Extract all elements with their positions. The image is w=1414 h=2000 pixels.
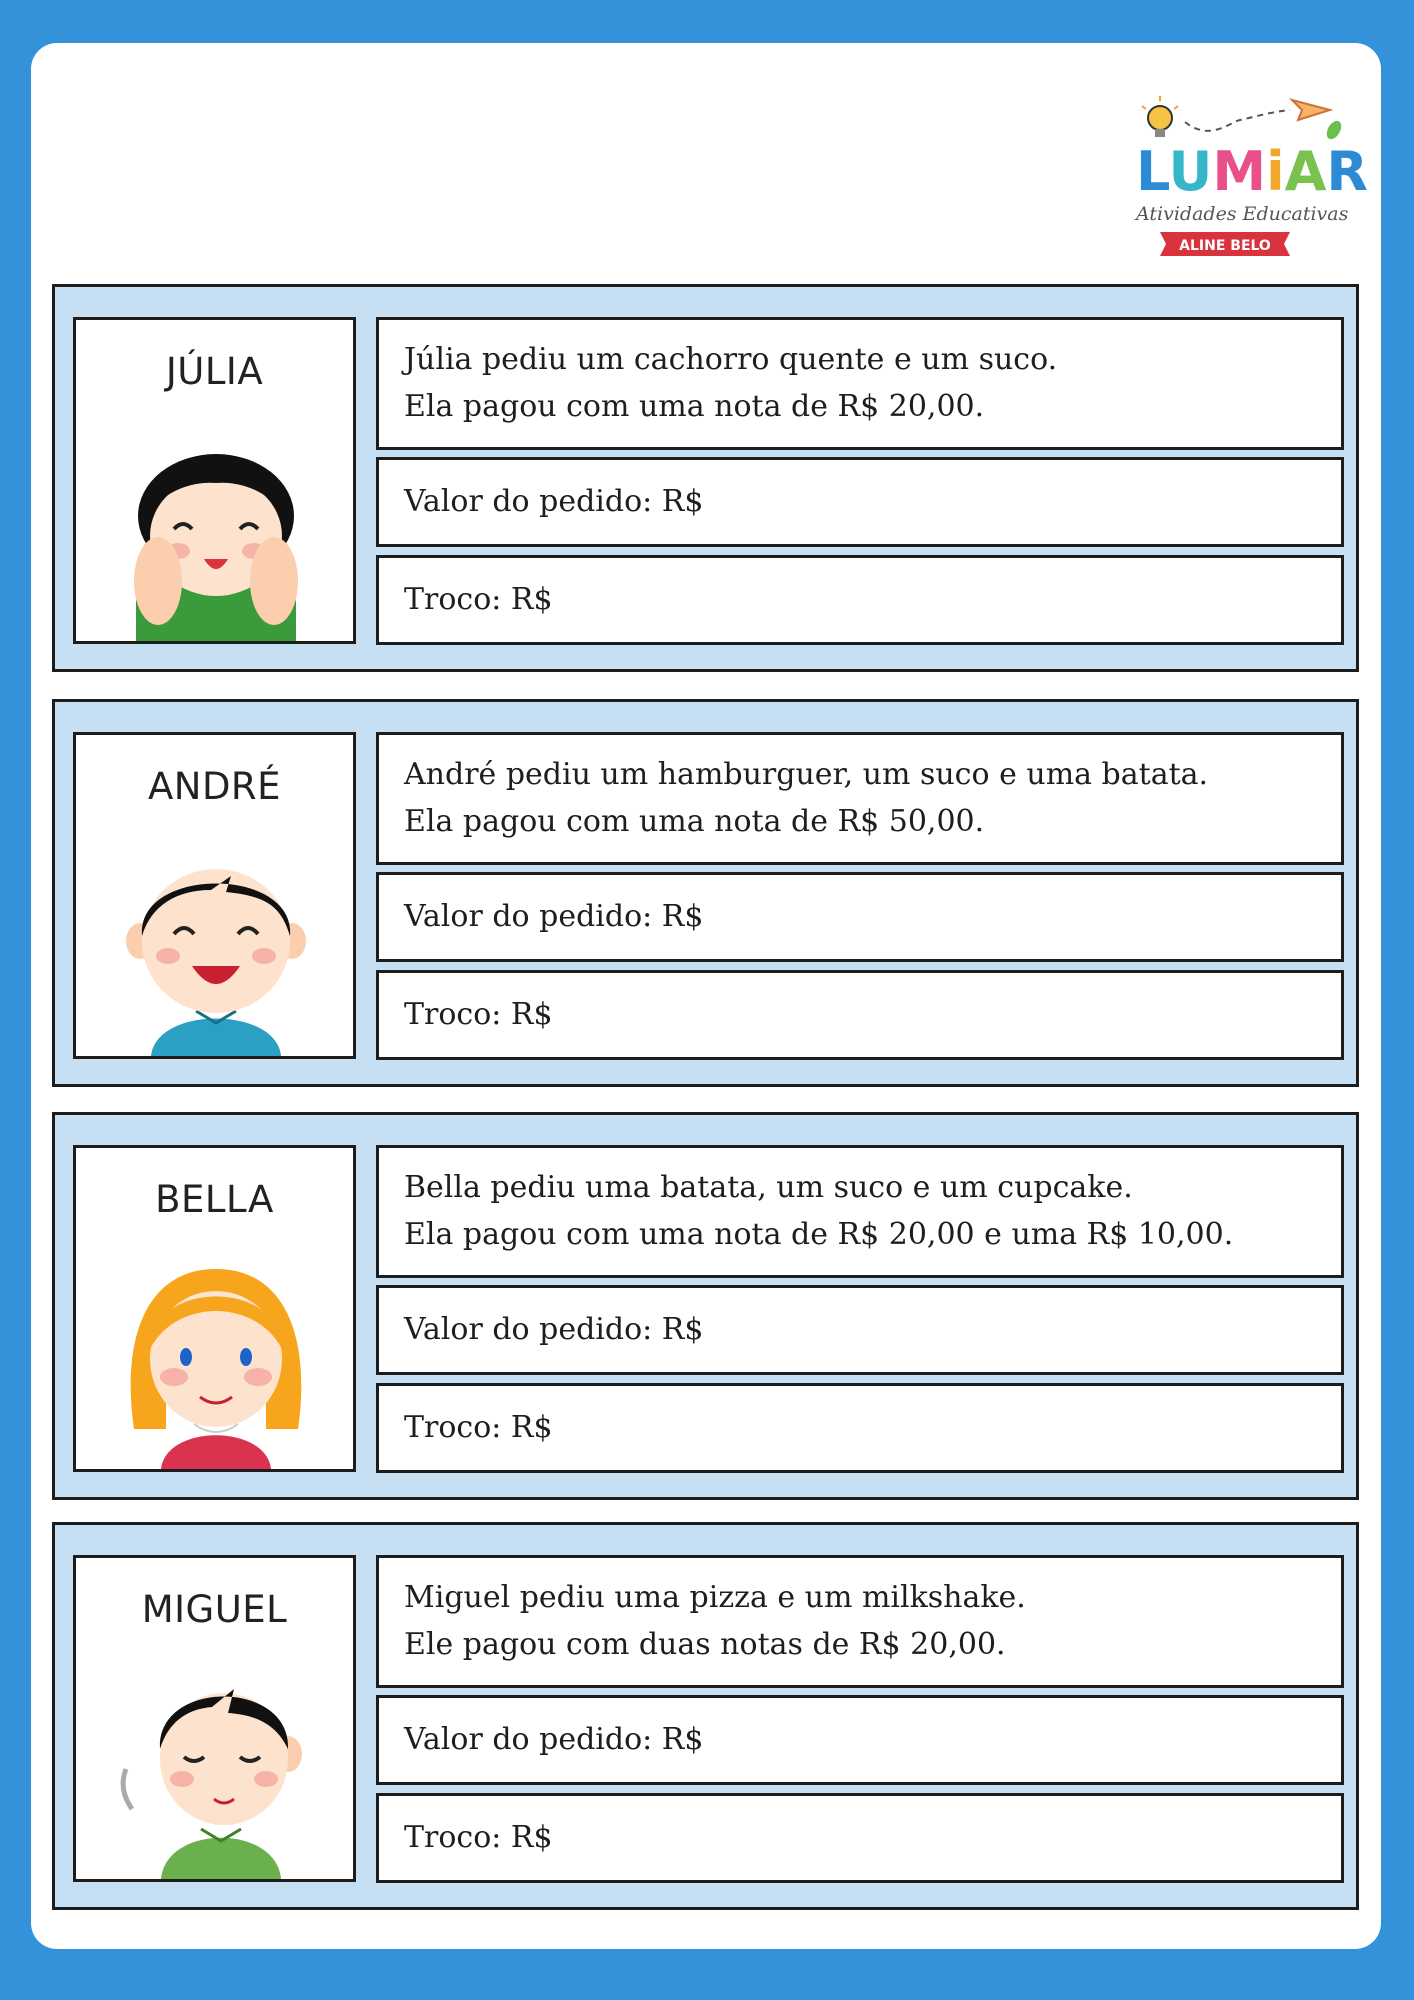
lumiar-logo bbox=[1130, 92, 1368, 262]
order-card-miguel bbox=[52, 1522, 1359, 1910]
order-value-field[interactable]: Valor do pedido: R$ bbox=[376, 457, 1344, 547]
order-line-1: Bella pediu uma batata, um suco e um cupcake. bbox=[404, 1170, 1133, 1205]
character-name: ANDRÉ bbox=[147, 765, 282, 808]
order-line-2: Ela pagou com uma nota de R$ 20,00. bbox=[404, 389, 985, 424]
boy-miguel-illustration bbox=[116, 1649, 316, 1879]
order-line-1: André pediu um hamburguer, um suco e uma batata. bbox=[404, 757, 1209, 792]
order-description bbox=[376, 732, 1344, 865]
order-value-field[interactable]: Valor do pedido: R$ bbox=[376, 1695, 1344, 1785]
order-line-1: Miguel pediu uma pizza e um milkshake. bbox=[404, 1580, 1026, 1615]
girl-julia-illustration bbox=[116, 411, 316, 641]
avatar-box bbox=[73, 1555, 356, 1882]
change-field[interactable]: Troco: R$ bbox=[376, 555, 1344, 645]
order-card-andre bbox=[52, 699, 1359, 1087]
change-field[interactable]: Troco: R$ bbox=[376, 1383, 1344, 1473]
change-field[interactable]: Troco: R$ bbox=[376, 970, 1344, 1060]
avatar-box bbox=[73, 1145, 356, 1472]
order-card-bella bbox=[52, 1112, 1359, 1500]
avatar-box bbox=[73, 317, 356, 644]
order-description bbox=[376, 1145, 1344, 1278]
order-line-2: Ela pagou com uma nota de R$ 20,00 e uma R$ 10,00. bbox=[404, 1217, 1234, 1252]
order-line-1: Júlia pediu um cachorro quente e um suco. bbox=[404, 342, 1058, 377]
character-name: MIGUEL bbox=[141, 1588, 288, 1631]
order-description bbox=[376, 317, 1344, 450]
logo-subtitle: Atividades Educativas bbox=[1136, 203, 1349, 225]
change-field[interactable]: Troco: R$ bbox=[376, 1793, 1344, 1883]
character-name: BELLA bbox=[155, 1178, 274, 1221]
logo-brand-l: L bbox=[1136, 140, 1169, 203]
svg-text:LUMiAR: LUMiAR bbox=[1136, 140, 1368, 203]
order-value-field[interactable]: Valor do pedido: R$ bbox=[376, 872, 1344, 962]
order-card-julia bbox=[52, 284, 1359, 672]
order-line-2: Ele pagou com duas notas de R$ 20,00. bbox=[404, 1627, 1006, 1662]
girl-bella-illustration bbox=[116, 1239, 316, 1469]
order-value-field[interactable]: Valor do pedido: R$ bbox=[376, 1285, 1344, 1375]
character-name: JÚLIA bbox=[165, 350, 264, 393]
order-line-2: Ela pagou com uma nota de R$ 50,00. bbox=[404, 804, 985, 839]
boy-andre-illustration bbox=[116, 826, 316, 1056]
avatar-box bbox=[73, 732, 356, 1059]
logo-author: ALINE BELO bbox=[1179, 238, 1271, 254]
order-description bbox=[376, 1555, 1344, 1688]
